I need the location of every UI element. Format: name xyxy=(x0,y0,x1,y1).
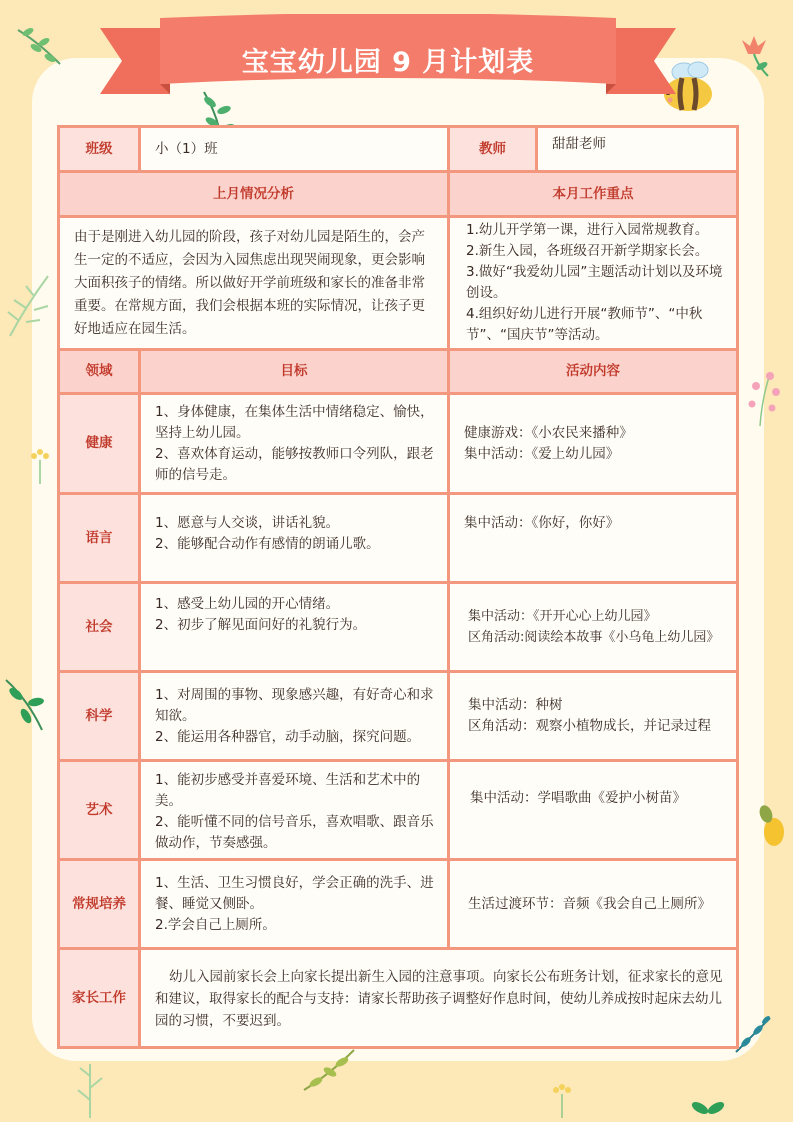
goal-item: 2、喜欢体育运动，能够按教师口令列队，跟老师的信号走。 xyxy=(155,445,434,483)
domain-label: 社会 xyxy=(59,583,140,672)
leaf-sprig-icon xyxy=(70,1060,110,1120)
table-row xyxy=(59,583,738,672)
teacher-label: 教师 xyxy=(449,127,537,172)
table-row xyxy=(59,394,738,494)
table-row xyxy=(59,761,738,860)
domain-label: 常规培养 xyxy=(59,860,140,949)
leaf-sprig-icon xyxy=(2,676,52,734)
plan-table xyxy=(57,125,739,1049)
flower-icon xyxy=(728,32,776,80)
parent-work-label: 家长工作 xyxy=(59,949,140,1048)
goal-item: 1、愿意与人交谈，讲话礼貌。 xyxy=(155,515,340,531)
focus-header: 本月工作重点 xyxy=(449,172,738,217)
activity-cell xyxy=(449,394,738,494)
flower-icon xyxy=(740,368,786,428)
focus-item: 1.幼儿开学第一课，进行入园常规教育。 xyxy=(466,222,709,238)
goal-item: 1、能初步感受并喜爱环境、生活和艺术中的美。 xyxy=(155,772,421,809)
teacher-value: 甜甜老师 xyxy=(537,127,738,172)
leaf-sprig-icon xyxy=(688,1094,728,1122)
domain-label: 艺术 xyxy=(59,761,140,860)
activity-cell xyxy=(449,761,738,860)
leaf-sprig-icon xyxy=(4,270,54,340)
domain-label: 健康 xyxy=(59,394,140,494)
focus-item: 2.新生入园，各班级召开新学期家长会。 xyxy=(466,243,709,259)
goal-item: 1、对周围的事物、现象感兴趣，有好奇心和求知欲。 xyxy=(155,686,434,724)
goal-item: 2、能够配合动作有感情的朗诵儿歌。 xyxy=(155,536,380,552)
domain-label: 科学 xyxy=(59,672,140,761)
activity-item: 集中活动：《你好，你好》 xyxy=(464,515,620,531)
focus-item: 3.做好“我爱幼儿园”主题活动计划以及环境创设。 xyxy=(466,264,723,301)
parent-work-row xyxy=(59,949,738,1048)
flower-icon xyxy=(548,1082,576,1120)
flower-icon xyxy=(752,800,792,856)
activity-item: 集中活动：《开开心心上幼儿园》 xyxy=(468,609,657,624)
goal-cell xyxy=(140,583,449,672)
leaf-sprig-icon xyxy=(14,24,64,68)
activity-item: 区角活动:阅读绘本故事《小乌龟上幼儿园》 xyxy=(468,630,720,645)
activity-column-header: 活动内容 xyxy=(449,350,738,394)
section-header-row xyxy=(59,172,738,217)
goal-cell xyxy=(140,860,449,949)
title-ribbon xyxy=(100,14,676,98)
activity-cell xyxy=(449,672,738,761)
activity-item: 生活过渡环节：音频《我会自己上厕所》 xyxy=(468,895,711,912)
analysis-text: 由于是刚进入幼儿园的阶段，孩子对幼儿园是陌生的，会产生一定的不适应，会因为入园焦虑出现哭闹现象，更会影响大面积孩子的情绪。所以做好开学前班级和家长的准备非常重要。在常规方面，我们会根据本班的实际情况，让孩子更好地适应在园生活。 xyxy=(59,217,449,350)
flower-icon xyxy=(26,446,56,486)
leaf-sprig-icon xyxy=(300,1044,360,1094)
analysis-header: 上月情况分析 xyxy=(59,172,449,217)
focus-item: 4.组织好幼儿进行开展“教师节”、“中秋节”、“国庆节”等活动。 xyxy=(466,306,703,343)
table-row xyxy=(59,860,738,949)
column-header-row xyxy=(59,350,738,394)
goal-item: 1、生活、卫生习惯良好，学会正确的洗手、进餐、睡觉又侧卧。 xyxy=(155,874,434,912)
goal-item: 2.学会自己上厕所。 xyxy=(155,916,276,933)
activity-item: 集中活动：学唱歌曲《爱护小树苗》 xyxy=(470,790,686,806)
table-row xyxy=(59,672,738,761)
activity-cell xyxy=(449,494,738,583)
goal-item: 1、感受上幼儿园的开心情绪。 xyxy=(155,596,340,612)
class-label: 班级 xyxy=(59,127,140,172)
analysis-focus-row xyxy=(59,217,738,350)
activity-item: 集中活动：种树 xyxy=(468,697,563,713)
focus-list xyxy=(449,217,738,350)
activity-item: 区角活动：观察小植物成长，并记录过程 xyxy=(468,718,711,734)
goal-item: 1、身体健康，在集体生活中情绪稳定、愉快，坚持上幼儿园。 xyxy=(155,403,434,441)
goal-cell xyxy=(140,672,449,761)
table-row xyxy=(59,494,738,583)
goal-item: 2、能运用各种器官，动手动脑，探究问题。 xyxy=(155,728,421,745)
activity-item: 健康游戏：《小农民来播种》 xyxy=(464,424,633,441)
goal-column-header: 目标 xyxy=(140,350,449,394)
page-title: 宝宝幼儿园 9 月计划表 xyxy=(241,47,535,78)
activity-item: 集中活动：《爱上幼儿园》 xyxy=(464,445,620,462)
domain-column-header: 领域 xyxy=(59,350,140,394)
domain-label: 语言 xyxy=(59,494,140,583)
parent-work-text: 幼儿入园前家长会上向家长提出新生入园的注意事项。向家长公布班务计划，征求家长的意见和建议，取得家长的配合与支持：请家长帮助孩子调整好作息时间，使幼儿养成按时起床去幼儿园的习惯，不要迟到。 xyxy=(140,949,738,1048)
goal-item: 2、能听懂不同的信号音乐，喜欢唱歌、跟音乐做动作，节奏感强。 xyxy=(155,814,434,851)
goal-item: 2、初步了解见面问好的礼貌行为。 xyxy=(155,617,367,633)
info-row xyxy=(59,127,738,172)
goal-cell xyxy=(140,761,449,860)
goal-cell xyxy=(140,394,449,494)
activity-cell xyxy=(449,583,738,672)
class-value: 小（1）班 xyxy=(140,127,449,172)
goal-cell xyxy=(140,494,449,583)
activity-cell xyxy=(449,860,738,949)
